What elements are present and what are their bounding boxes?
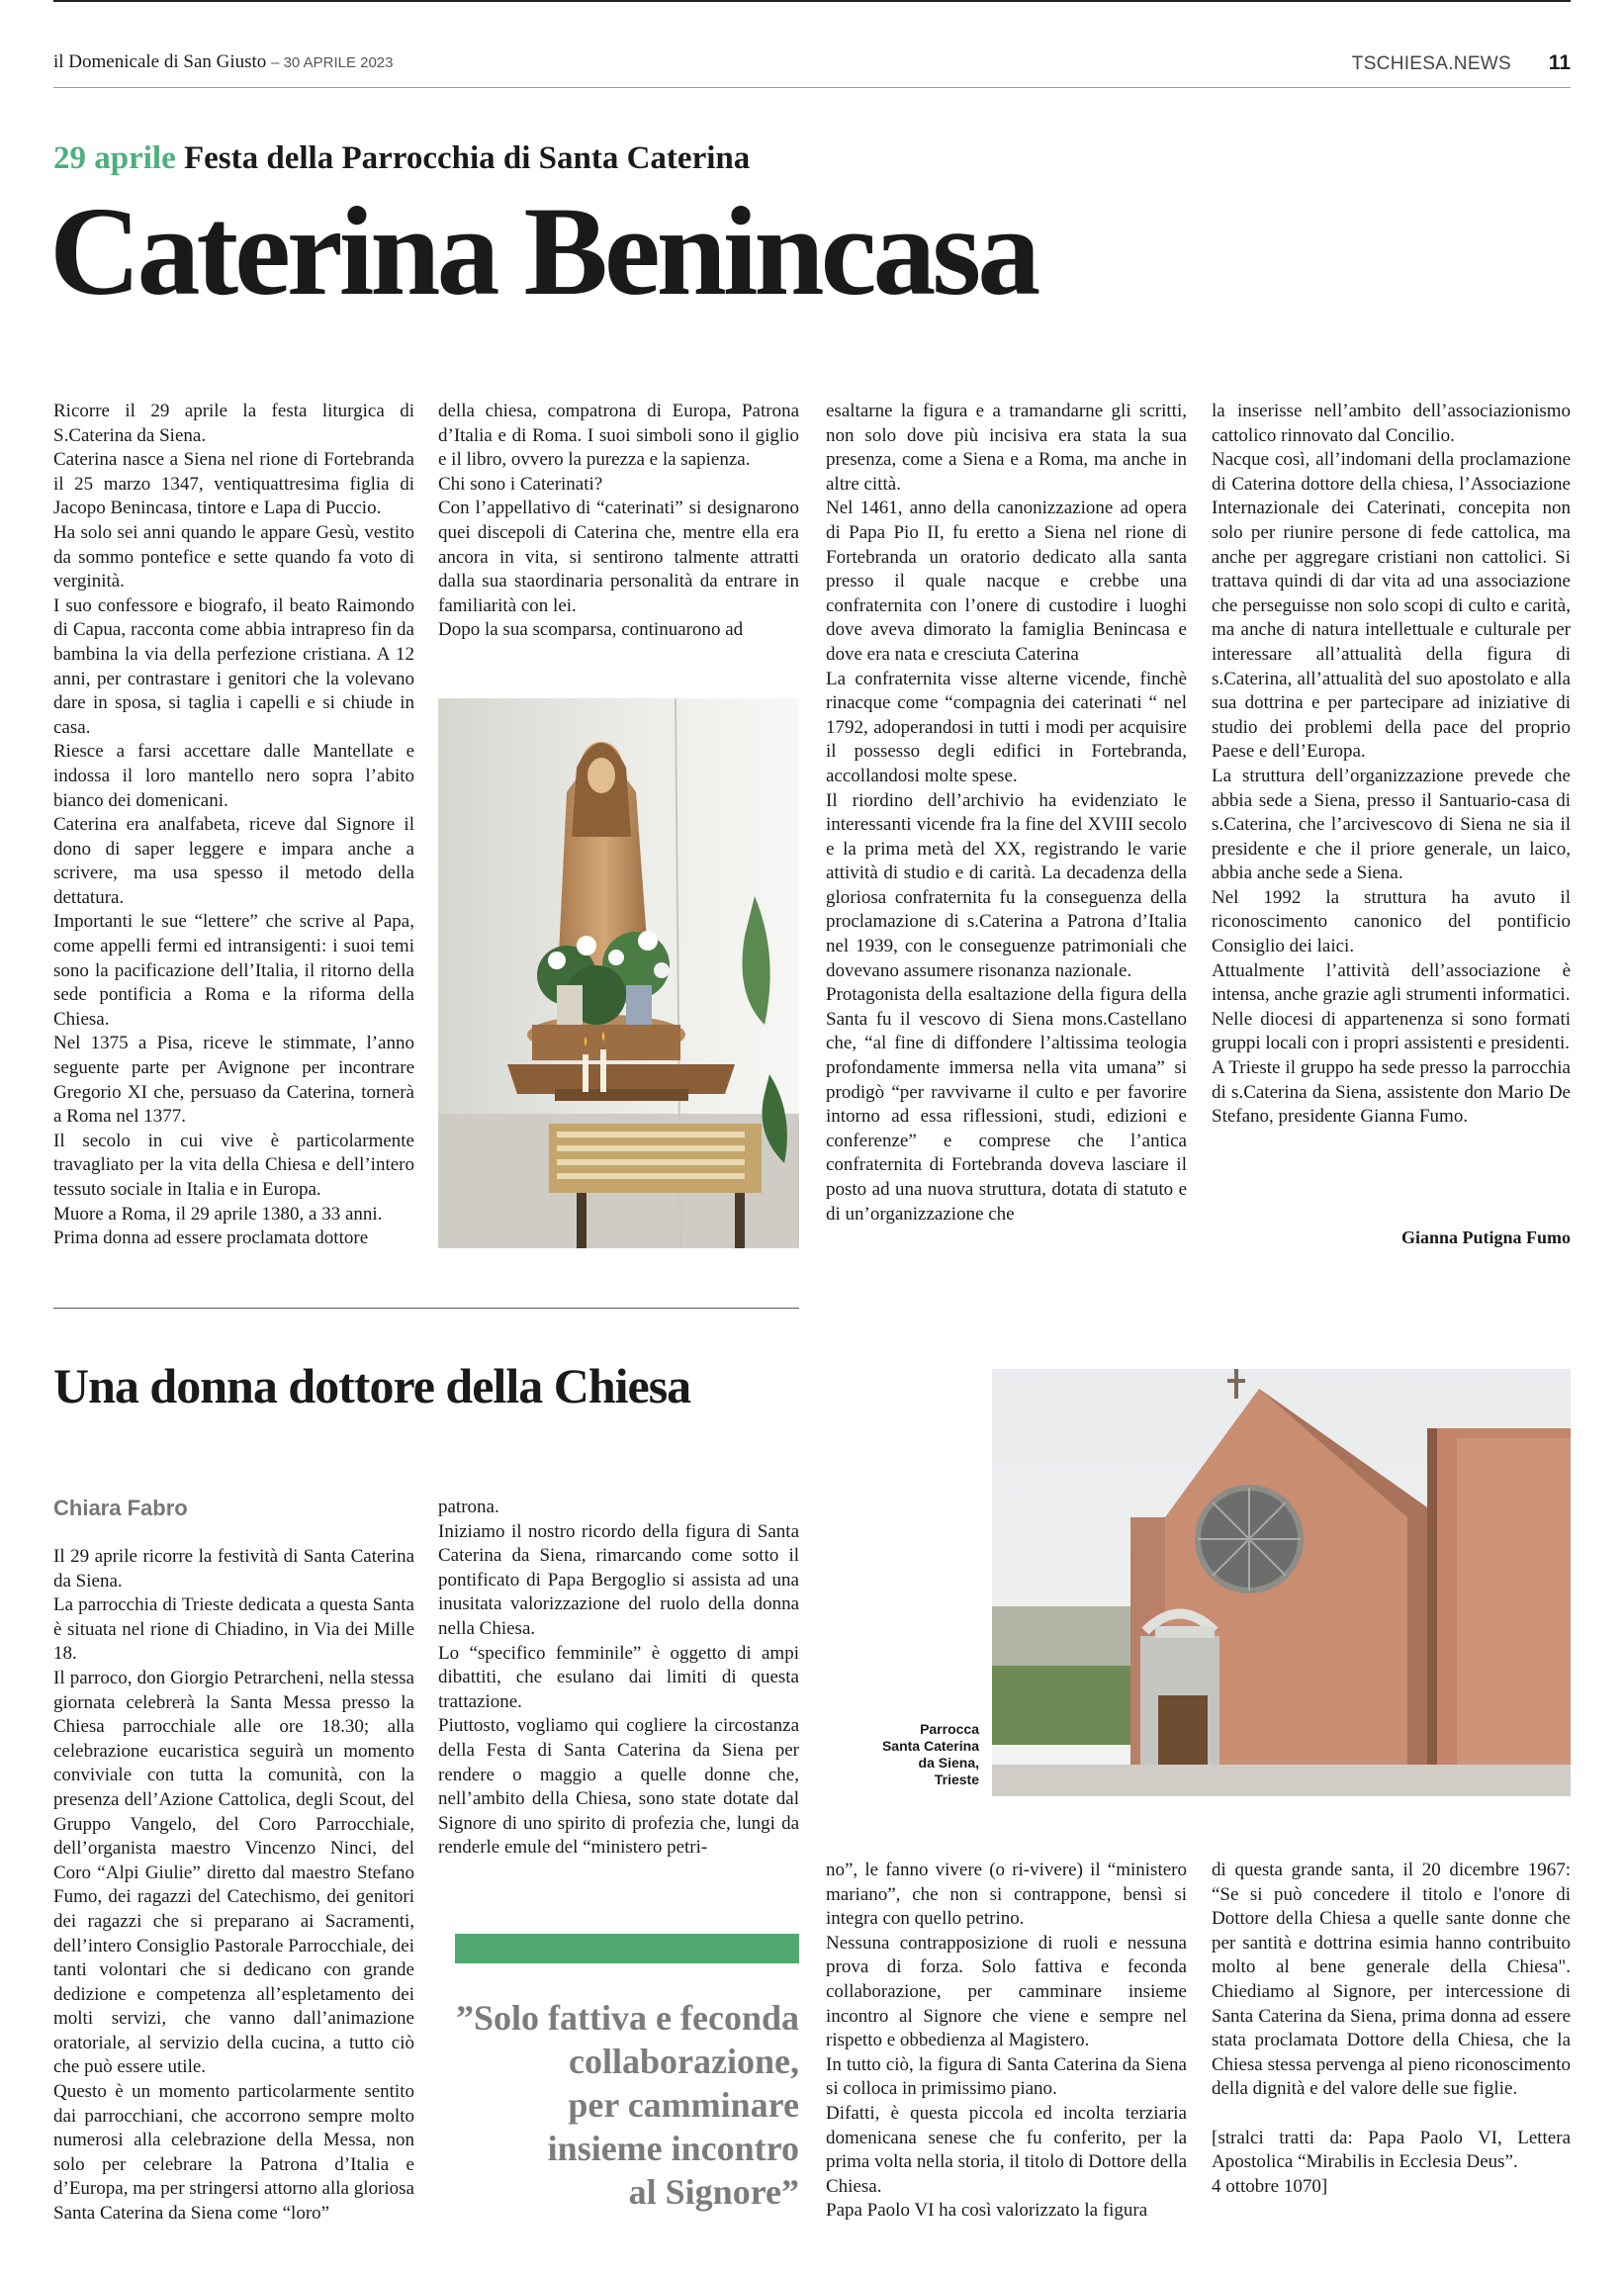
pull-quote-bar [455, 1934, 799, 1963]
paragraph: Ricorre il 29 aprile la festa liturgica di S.Caterina da Siena. [53, 401, 414, 446]
paragraph: A Trieste il gruppo ha sede presso la parrocchia di s.Caterina da Siena, assistente don Mario De Stefano, presidente Gianna Fumo. [1212, 1057, 1571, 1128]
paragraph: Muore a Roma, il 29 aprile 1380, a 33 anni. [53, 1203, 383, 1225]
paragraph: la inserisse nell’ambito dell’associazionismo cattolico rinnovato dal Concilio. [1212, 401, 1571, 446]
site-name[interactable]: TSCHIESA.NEWS [1351, 53, 1511, 74]
paragraph: di questa grande santa, il 20 dicembre 1967: “Se si può concedere il titolo e l'onore di Dottore della Chiesa a quelle sante donne che per santità e dottrina esimia hanno contribuito molto al bene generale della Chiesa". Chiediamo al Signore, per intercessione di Santa Caterina da Siena, prima donna ad essere stata proclamata Dottore della Chiesa, che la Chiesa stessa pervenga al pieno riconoscimento della dignità e del valore delle sue figlie. [1212, 1860, 1571, 2100]
paragraph: Nel 1375 a Pisa, riceve le stimmate, l’anno seguente parte per Avignone per incontrare Gregorio XI che, persuaso da Caterina, tornerà a Roma nel 1377. [53, 1033, 414, 1128]
article2-column-3 [826, 1859, 1187, 2224]
paragraph: Con l’appellativo di “caterinati” si designarono quei discepoli di Caterina che, mentre ella era ancora in vita, si sentirono talmente attratti dalla sua staordinaria personalità da entrare in familiarità con lei. [438, 498, 799, 616]
paragraph: Nelle diocesi di appartenenza si sono formati gruppi locali con i propri assistenti e presidenti. [1212, 1008, 1571, 1054]
paragraph: Importanti le sue “lettere” che scrive al Papa, come appelli fermi ed intransigenti: i suoi temi sono la pacificazione dell’Italia, il ritorno della sede pontificia a Roma e la riforma della Chiesa. [53, 911, 414, 1030]
kicker-text: Festa della Parrocchia di Santa Caterina [183, 140, 751, 176]
paragraph: Nessuna contrapposizione di ruoli e nessuna prova di forza. Solo fattiva e feconda collaborazione, per camminare insieme incontro al Signore che viene e sempre nel rispetto e obbedienza al Magistero. [826, 1932, 1187, 2051]
paragraph: [stralci tratti da: Papa Paolo VI, Lettera Apostolica “Mirabilis in Ecclesia Deus”. [1212, 2127, 1571, 2173]
article2-column-4 [1212, 1859, 1571, 2199]
paragraph: patrona. [438, 1497, 499, 1517]
paragraph: I suo confessore e biografo, il beato Raimondo di Capua, racconta come abbia intrapreso fin da bambina la via della perfezione cristiana. A 12 anni, per contrastare i genitori che la volevano dare in sposa, si taglia i capelli e si chiude in casa. [53, 594, 414, 738]
paragraph: Piuttosto, vogliamo qui cogliere la circostanza della Festa di Santa Caterina da Siena per rendere o maggio a quelle donne che, nell’ambito della Chiesa, sono state dotate dal Signore di uno spirito di profezia che, lungi da renderle emule del “ministero petri- [438, 1715, 799, 1859]
article1-column-4 [1212, 400, 1571, 1130]
article1-column-2 [438, 400, 799, 643]
paragraph: Il 29 aprile ricorre la festività di Santa Caterina da Siena. [53, 1546, 414, 1591]
paragraph: Questo è un momento particolarmente sentito dai parrocchiani, che accorrono sempre molto numerosi alla celebrazione della Messa, non solo per celebrare la Patrona d’Italia e d’Europa, ma per stringersi attorno alla gloriosa Santa Caterina da Siena come “loro” [53, 2081, 414, 2225]
article2-column-1 [53, 1545, 414, 2227]
paragraph: Papa Paolo VI ha così valorizzato la figura [826, 2200, 1148, 2222]
article1-column-1 [53, 400, 414, 1251]
paragraph: Lo “specifico femminile” è oggetto di ampi dibattiti, che esulano dai limiti di questa trattazione. [438, 1642, 799, 1712]
paragraph: La confraternita visse alterne vicende, finchè rinacque come “compagnia dei caterinati “ nel 1792, adoperandosi in tutti i modi per acquisire il possesso degli edifici in Fortebranda, accollandosi molte spese. [826, 668, 1187, 786]
article1-signature: Gianna Putigna Fumo [1400, 1227, 1571, 1247]
paragraph: Dopo la sua scomparsa, continuarono ad [438, 619, 744, 641]
paragraph: Nel 1461, anno della canonizzazione ad opera di Papa Pio II, fu eretto a Siena nel rione di Fortebranda un oratorio dedicato alla santa presso il quale nacque e crebbe una confraternita con l’onere di custodire i luoghi dove aveva dimorato la famiglia Benincasa e dove era nata e cresciuta Caterina [826, 498, 1187, 665]
paragraph: Protagonista della esaltazione della figura della Santa fu il vescovo di Siena mons.Castellano che, “al fine di diffondere l’altissima teologia profondamente immersa nella vita umana” si prodigò “per ravvivarne il culto e per favorire intorno ad essa riflessioni, studi, edizioni e conferenze” e comprese che l’antica confraternita di Fortebranda doveva lasciare il posto ad una nuova struttura, dotata di statuto e di un’organizzazione che [826, 984, 1187, 1225]
paragraph: La struttura dell’organizzazione prevede che abbia sede a Siena, presso il Santuario-casa di s.Caterina, che l’arcivescovo di Siena ne sia il presidente e che il priore generale, un laico, abbia anche sede a Siena. [1212, 765, 1571, 884]
paragraph: Nacque così, all’indomani della proclamazione di Caterina dottore della chiesa, l’Associazione Internazionale dei Caterinati, concepita non solo per riunire persone di fede cattolica, ma anche per aggregare cristiani non cattolici. Si trattava quindi di dar vita ad una associazione che perseguisse non solo scopi di culto e carità, ma anche di natura intellettuale e culturale per interessare all’attualità della figura di s.Caterina, all’attualità del suo apostolato e alla sua dottrina e per partecipare ad iniziative di studio dei problemi della pace del proprio Paese e dell’Europa. [1212, 449, 1571, 763]
church-facade-photo [992, 1369, 1571, 1796]
page-number: 11 [1548, 51, 1571, 74]
paragraph: Caterina era analfabeta, riceve dal Signore il dono di saper leggere e impara anche a scrivere, ma usa spesso il metodo della dettatura. [53, 814, 414, 908]
paragraph: Chi sono i Caterinati? [438, 473, 603, 495]
paragraph: Nel 1992 la struttura ha avuto il riconoscimento canonico del pontificio Consiglio dei laici. [1212, 886, 1571, 957]
page-header [53, 51, 1571, 81]
photo-caption: Parrocca Santa Caterina da Siena, Trieste [881, 1721, 979, 1787]
article-kicker [53, 140, 750, 177]
issue-date: – 30 APRILE 2023 [271, 54, 394, 71]
kicker-date: 29 aprile [53, 140, 176, 176]
pull-quote: ”Solo fattiva e feconda collaborazione, per camminare insieme incontro al Signore” [456, 1998, 799, 2212]
article2-column-2 [438, 1496, 799, 1861]
section-divider [53, 1308, 799, 1309]
paragraph: Caterina nasce a Siena nel rione di Fortebranda il 25 marzo 1347, ventiquattresima figlia di Jacopo Benincasa, tintore e Lapa di Puccio. [53, 449, 414, 519]
article2-byline: Chiara Fabro [53, 1496, 188, 1520]
paragraph: della chiesa, compatrona di Europa, Patrona d’Italia e di Roma. I suoi simboli sono il giglio e il libro, ovvero la purezza e la sapienza. [438, 401, 799, 471]
paragraph [1212, 2102, 1571, 2127]
paragraph: Attualmente l’attività dell’associazione è intensa, anche grazie agli strumenti informatici. [1212, 959, 1571, 1006]
paragraph: Iniziamo il nostro ricordo della figura di Santa Caterina da Siena, rimarcando come sotto il pontificato di Papa Bergoglio si assista ad una inusitata valorizzazione del ruolo della donna nella Chiesa. [438, 1520, 799, 1639]
paragraph: Ha solo sei anni quando le appare Gesù, vestito da sommo pontefice e sette quando fa voto di verginità. [53, 521, 414, 592]
header-rule [53, 87, 1571, 88]
paragraph: La parrocchia di Trieste dedicata a questa Santa è situata nel rione di Chiadino, in Via dei Mille 18. [53, 1594, 414, 1665]
paragraph: no”, le fanno vivere (o ri-vivere) il “ministero mariano”, che non si contrappone, bensì si integra con quello petrino. [826, 1860, 1187, 1930]
article2-title: Una donna dottore della Chiesa [53, 1358, 691, 1413]
paragraph: In tutto ciò, la figura di Santa Caterina da Siena si colloca in primissimo piano. [826, 2053, 1187, 2100]
paragraph: Difatti, è questa piccola ed incolta terziaria domenicana senese che fu conferito, per la prima volta nella storia, il titolo di Dottore della Chiesa. [826, 2102, 1187, 2197]
paragraph: esaltarne la figura e a tramandarne gli scritti, non solo dove più incisiva era stata la sua presenza, come a Siena e a Roma, ma anche in altre città. [826, 401, 1187, 495]
publication-name: il Domenicale di San Giusto – 30 APRILE 2023 [53, 51, 394, 72]
paragraph: Il riordino dell’archivio ha evidenziato le interessanti vicende fra la fine del XVIII secolo e la prima metà del XX, registrando le varie attività di studio e di carità. La decadenza della gloriosa confraternita fu la conseguenza della proclamazione di s.Caterina a Patrona d’Italia nel 1939, con le conseguenze patrimoniali che dovevano assumere risonanza nazionale. [826, 789, 1187, 981]
article1-column-3 [826, 400, 1187, 1227]
paragraph: Il parroco, don Giorgio Petrarcheni, nella stessa giornata celebrerà la Santa Messa presso la Chiesa parrocchiale alle ore 18.30; alla celebrazione eucaristica seguirà un momento conviviale con tutta la comunità, con la presenza dell’Azione Cattolica, degli Scout, del Gruppo Vangelo, del Coro Parrocchiale, dell’organista maestro Vincenzo Ninci, del Coro “Alpi Giulie” diretto dal maestro Stefano Fumo, dei ragazzi del Catechismo, dei genitori dei ragazzi che si preparano ai Sacramenti, dell’intero Consiglio Pastorale Parrocchiale, dei tanti volontari che si dedicano con grande dedizione e competenza all’espletamento dei molti servizi, che vanno dall’animazione oratoriale, al servizio della cucina, a tutto ciò che può essere utile. [53, 1667, 414, 2078]
top-rule [53, 0, 1571, 2]
paragraph: 4 ottobre 1070] [1212, 2175, 1328, 2197]
paragraph: Prima donna ad essere proclamata dottore [53, 1227, 369, 1249]
paragraph: Riesce a farsi accettare dalle Mantellate e indossa il loro mantello nero sopra l’abito bianco dei domenicani. [53, 741, 414, 811]
article-title: Caterina Benincasa [49, 181, 1038, 321]
paragraph: Il secolo in cui vive è particolarmente travagliato per la vita della Chiesa e dell’intero tessuto sociale in Italia e in Europa. [53, 1130, 414, 1200]
santa-caterina-statue-photo [438, 698, 799, 1248]
